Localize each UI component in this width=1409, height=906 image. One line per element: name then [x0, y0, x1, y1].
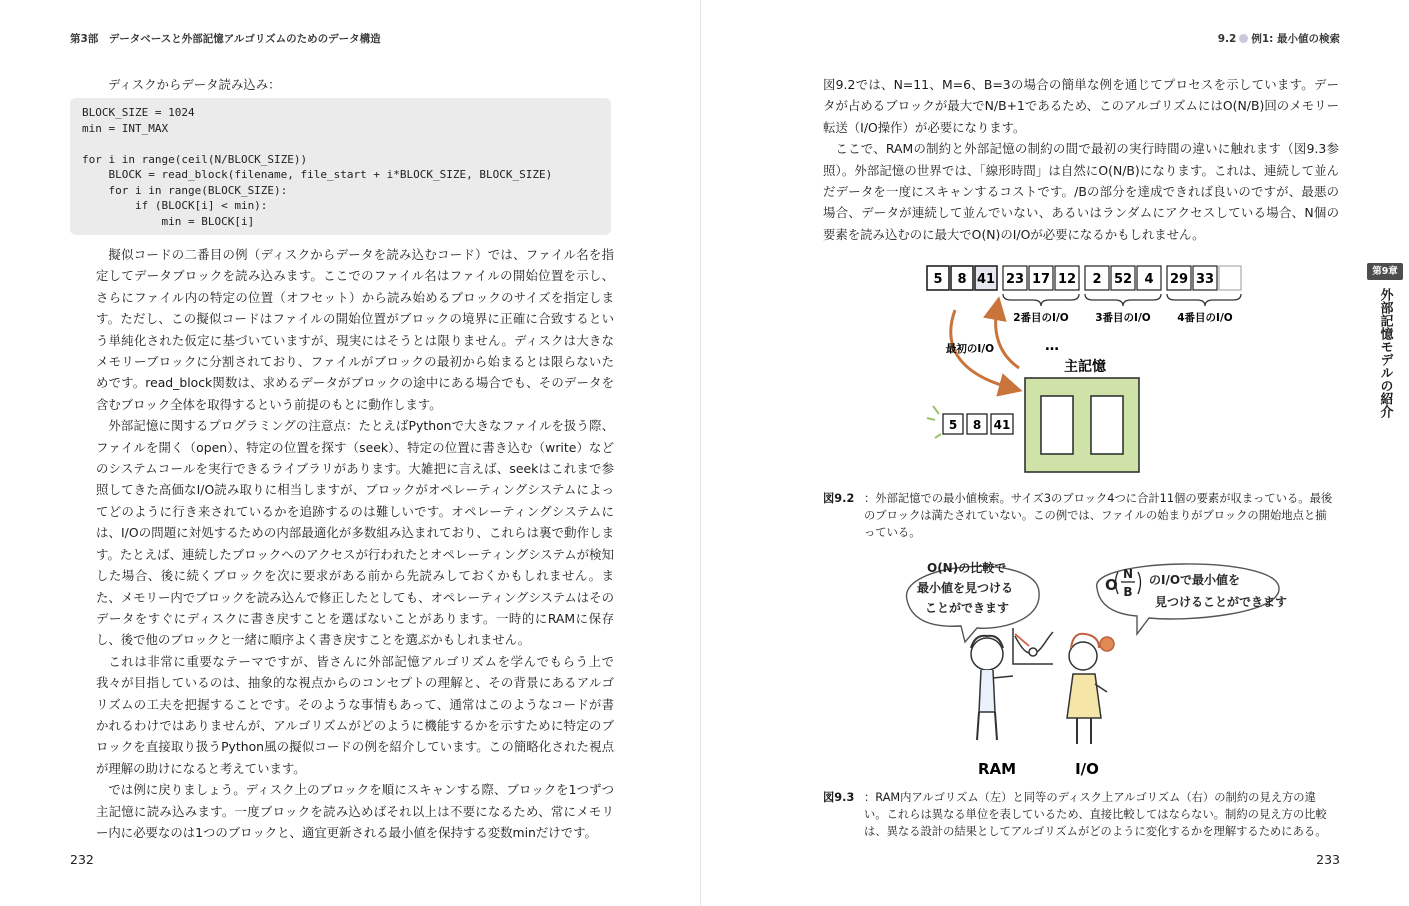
right-bubble-line: のI/Oで最小値を — [1149, 573, 1241, 587]
caption-text: ：RAM内アルゴリズム（左）と同等のディスク上アルゴリズム（右）の制約の見え方の違い。これらは異なる単位を表しているため、直接比較してはならない。制約の見え方の比較は、異なる設計の結果としてアルゴリズムがどのように変化するかを理解するためにある。 — [864, 791, 1327, 838]
ellipsis: … — [1045, 338, 1059, 354]
section-dot-icon — [1239, 34, 1248, 43]
block-value: 17 — [1031, 272, 1051, 287]
block-value: 5 — [933, 272, 943, 287]
io-label: I/O — [1075, 760, 1099, 778]
block-value: 33 — [1195, 272, 1215, 287]
sketch-chart — [1013, 628, 1053, 664]
caption-9-2 — [823, 490, 1337, 541]
io-label-2: 2番目のI/O — [1013, 312, 1069, 324]
fraction-denominator: B — [1123, 585, 1133, 599]
ram-character — [971, 636, 1013, 740]
loaded-value: 41 — [993, 418, 1011, 432]
block-value: 4 — [1144, 272, 1154, 287]
io-braces — [1003, 294, 1241, 306]
loaded-value: 8 — [972, 418, 982, 432]
figure-9-3-illustration — [887, 552, 1307, 782]
fraction-numerator: N — [1122, 567, 1134, 581]
caption-text: ：外部記憶での最小値検索。サイズ3のブロック4つに合計11個の要素が収まっている。最後のブロックは満たされていない。この例では、ファイルの始まりがブロックの開始地点と揃っている。 — [864, 492, 1333, 539]
section-title: 例1: 最小値の検索 — [1251, 33, 1340, 45]
first-io-label: 最初のI/O — [945, 343, 995, 355]
code-intro: ディスクからデータ読み込み： — [108, 77, 281, 92]
right-page — [705, 0, 1409, 906]
figure-9-2-illustration — [915, 258, 1255, 478]
running-head-left: 第3部 データベースと外部記憶アルゴリズムのためのデータ構造 — [70, 33, 381, 45]
paragraph: 外部記憶に関するプログラミングの注意点：たとえばPythonで大きなファイルを扱う際、ファイルを開く（open）、特定の位置を探す（seek）、特定の位置に書き込む（write）などのシステムコールを実行できるライブラリがあります。大雑把に言えば、seekはこれまで参照してきた高価なI/O読み取りに相当しますが、ブロックがオペレーティングシステムによってどのように行き来されているかを追跡するのは難しいです。オペレーティングシステムには、I/Oの問題に対処するための内部最適化が多数組み込まれており、これらは裏で動作します。たとえば、連続したブロックへのアクセスが行われたとオペレーティングシステムが検知した場合、後に続くブロックを次に要求がある前から先読みしておくかもしれません。また、メモリー内でブロックを読み込んで修正したとしても、オペレーティングシステムはそのデータをすぐにディスクに書き戻すことを選ばないことがあります。一時的にRAMに保存し、後で他のブロックと一緒に順序よく書き戻すことを選ぶかもしれません。 — [96, 418, 614, 648]
left-bubble-line: O(N)の比較で — [927, 561, 1007, 575]
disk-block — [927, 266, 997, 290]
io-label-3: 3番目のI/O — [1095, 312, 1151, 324]
left-page — [0, 0, 701, 906]
loaded-value: 5 — [948, 418, 958, 432]
pseudo-code: BLOCK_SIZE = 1024 min = INT_MAX for i in range(ceil(N/BLOCK_SIZE)) BLOCK = read_block(filename, file_start + i*BLOCK_SIZE, BLOCK_SIZE) for i in range(BLOCK_SIZE): if (BLOCK[i] < min): min = BLOCK[i] — [82, 106, 553, 228]
right-bubble-line: 見つけることができます — [1155, 595, 1288, 609]
running-head-right — [1218, 31, 1340, 46]
paragraph: ここで、RAMの制約と外部記憶の制約の間で最初の実行時間の違いに触れます（図9.3参照）。外部記憶の世界では、「線形時間」は自然にO(N/B)になります。これは、連続して並んだデータを一度にスキャンするコストです。/Bの部分を達成できれば良いのですが、最悪の場合、データが連続して並んでいない、あるいはランダムにアクセスしている場合、N個の要素を読み込むのに最大でO(N)のI/Oが必要になるかもしれません。 — [823, 141, 1339, 242]
io-character — [1067, 634, 1114, 744]
disk-block — [1085, 266, 1161, 290]
disk-block — [1167, 266, 1241, 290]
caption-9-3 — [823, 789, 1337, 840]
caption-label: 図9.3 — [823, 791, 855, 804]
caption-label: 図9.2 — [823, 492, 855, 505]
chapter-tab — [1366, 263, 1404, 439]
loaded-block — [927, 406, 1013, 438]
paragraph: では例に戻りましょう。ディスク上のブロックを順にスキャンする際、ブロックを1つずつ主記憶に読み込みます。一度ブロックを読み込めばそれ以上は不要になるため、常にメモリー内に必要なのは1つのブロックと、適宜更新される最小値を保持する変数minだけです。 — [96, 782, 614, 840]
figure-9-2 — [915, 258, 1255, 478]
right-bubble-o: O — [1105, 576, 1118, 594]
page-number-left: 232 — [70, 852, 94, 867]
block-value: 41 — [976, 272, 996, 287]
block-value: 23 — [1005, 272, 1025, 287]
block-value: 52 — [1113, 272, 1133, 287]
figure-9-3 — [887, 552, 1307, 782]
disk-blocks — [927, 266, 1241, 290]
block-value: 12 — [1057, 272, 1077, 287]
paragraph: 擬似コードの二番目の例（ディスクからデータを読み込むコード）では、ファイル名を指定してデータブロックを読み込みます。ここでのファイル名はファイルの開始位置を示し、さらにファイル内の特定の位置（オフセット）から読み始めるブロックのサイズを指定します。ただし、この擬似コードはファイルの開始位置がブロックの境界に正確に合致するという単純化された仮定に基づいていますが、現実にはそうとは限りません。ディスクは大きなメモリーブロックに分割されており、ファイルがブロックの最初から始まるとは限らないためです。read_block関数は、求めるデータがブロックの途中にある場合でも、そのデータを含むブロック全体を取得するという前提のもとに動作します。 — [96, 247, 614, 412]
left-body-text — [96, 244, 614, 843]
ram-label: RAM — [977, 760, 1017, 778]
left-bubble-line: 最小値を見つける — [917, 581, 1014, 595]
paragraph: 図9.2では、N=11、M=6、B=3の場合の簡単な例を通じてプロセスを示しています。データが占めるブロックが最大でN/B+1であるため、このアルゴリズムにはO(N/B)回のメモリー転送（I/O操作）が必要になります。 — [823, 77, 1339, 135]
chapter-title: 外部記憶モデルの紹介 — [1377, 288, 1393, 418]
block-value: 8 — [957, 272, 967, 287]
page-number-right: 233 — [1316, 852, 1340, 867]
block-value: 2 — [1092, 272, 1102, 287]
right-body-text — [823, 74, 1339, 245]
code-block — [70, 98, 611, 235]
chapter-badge: 第9章 — [1367, 263, 1403, 280]
block-value: 29 — [1169, 272, 1189, 287]
section-number: 9.2 — [1217, 33, 1237, 45]
io-label-4: 4番目のI/O — [1177, 312, 1233, 324]
left-bubble-line: ことができます — [925, 601, 1010, 615]
main-memory-label: 主記憶 — [1064, 359, 1106, 375]
paragraph: これは非常に重要なテーマですが、皆さんに外部記憶アルゴリズムを学んでもらう上で我々が目指しているのは、抽象的な視点からのコンセプトの理解と、その背景にあるアルゴリズムの工夫を把握することです。そのような事情もあって、通常はこのようなコードが書かれるわけではありませんが、アルゴリズムがどのように機能するかを示すために特定のブロックを直接取り扱うPython風の擬似コードの例を紹介しています。この簡略化された視点が理解の助けになると考えています。 — [96, 653, 614, 776]
disk-block — [1003, 266, 1079, 290]
